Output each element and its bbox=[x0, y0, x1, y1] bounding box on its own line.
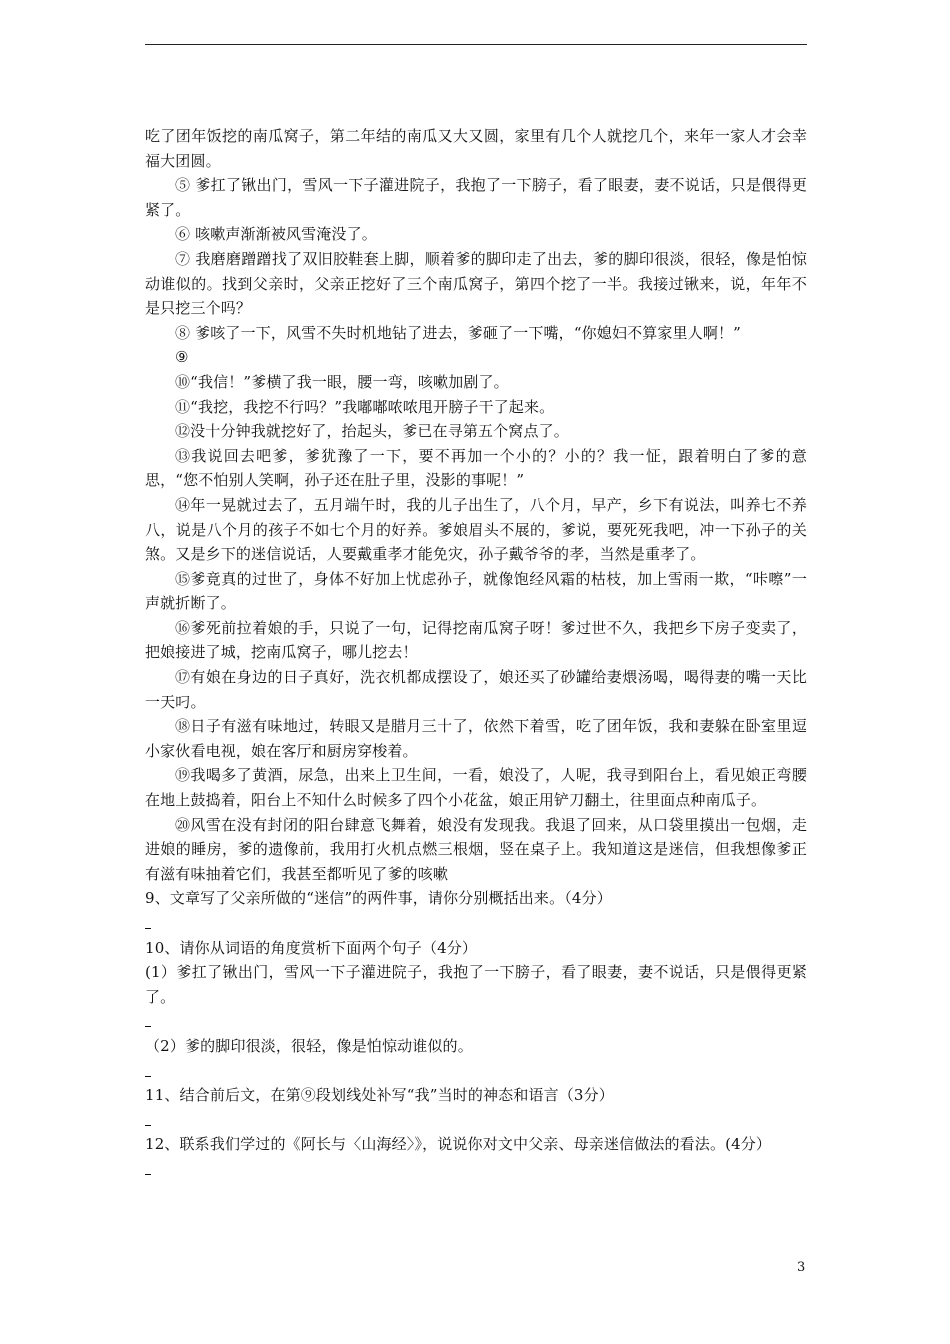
paragraph-continued: 吃了团年饭挖的南瓜窝子，第二年结的南瓜又大又圆，家里有几个人就挖几个，来年一家人才会幸福大团圆。 bbox=[145, 127, 807, 170]
answer-line-q10-2[interactable] bbox=[145, 1059, 807, 1084]
answer-line-mark bbox=[145, 1076, 151, 1077]
paragraph-8: ⑧ 爹咳了一下，风雪不失时机地钻了进去，爹砸了一下嘴，“你媳妇不算家里人啊！” bbox=[175, 323, 741, 342]
question-12: 12、联系我们学过的《阿长与〈山海经〉》，说说你对文中父亲、母亲迷信做法的看法。(4分） bbox=[145, 1135, 772, 1154]
paragraph-5: ⑤ 爹扛了锹出门，雪风一下子灌进院子，我抱了一下膀子，看了眼妻，妻不说话，只是偎得更紧了。 bbox=[145, 176, 807, 219]
question-11: 11、结合前后文，在第⑨段划线处补写“我”当时的神态和语言（3分） bbox=[145, 1086, 614, 1105]
paragraph-14: ⑭年一晃就过去了，五月端午时，我的儿子出生了，八个月，早产，乡下有说法，叫养七不养八，说是八个月的孩子不如七个月的好养。爹娘眉头不展的，爹说，要死死我吧，冲一下孙子的关煞。又是乡下的迷信说话，人要戴重孝才能免灾，孙子戴爷爷的孝，当然是重孝了。 bbox=[145, 495, 807, 564]
paragraph-6: ⑥ 咳嗽声渐渐被风雪淹没了。 bbox=[175, 225, 377, 244]
header-rule bbox=[145, 44, 807, 45]
paragraph-13: ⑬我说回去吧爹，爹犹豫了一下，要不再加一个小的？小的？我一怔，跟着明白了爹的意思，“您不怕别人笑啊，孙子还在肚子里，没影的事呢！” bbox=[145, 446, 807, 490]
answer-line-q12[interactable] bbox=[145, 1157, 807, 1182]
answer-line-mark bbox=[145, 928, 151, 929]
paragraph-16: ⑯爹死前拉着娘的手，只说了一句，记得挖南瓜窝子呀！爹过世不久，我把乡下房子变卖了，把娘接进了城，挖南瓜窝子，哪儿挖去！ bbox=[145, 618, 807, 662]
question-10-part-1: (1）爹扛了锹出门，雪风一下子灌进院子，我抱了一下膀子，看了眼妻，妻不说话，只是偎得更紧了。 bbox=[145, 963, 807, 1006]
paragraph-18: ⑱日子有滋有味地过，转眼又是腊月三十了，依然下着雪，吃了团年饭，我和妻躲在卧室里逗小家伙看电视，娘在客厅和厨房穿梭着。 bbox=[145, 717, 807, 760]
paragraph-7: ⑦ 我磨磨蹭蹭找了双旧胶鞋套上脚，顺着爹的脚印走了出去，爹的脚印很淡，很轻，像是怕惊动谁似的。找到父亲时，父亲正挖好了三个南瓜窝子，第四个挖了一半。我接过锹来，说，年年不是只挖三个吗？ bbox=[145, 249, 807, 318]
answer-line-mark bbox=[145, 1125, 151, 1126]
answer-line-mark bbox=[145, 1174, 151, 1175]
answer-line-mark bbox=[145, 1026, 151, 1027]
paragraph-17: ⑰有娘在身边的日子真好，洗衣机都成摆设了，娘还买了砂罐给妻煨汤喝，喝得妻的嘴一天比一天叼。 bbox=[145, 668, 807, 711]
page-number: 3 bbox=[797, 1260, 806, 1275]
paragraph-10: ⑩“我信！”爹横了我一眼，腰一弯，咳嗽加剧了。 bbox=[175, 372, 509, 391]
answer-line-q10-1[interactable] bbox=[145, 1009, 807, 1034]
paragraph-19: ⑲我喝多了黄酒，尿急，出来上卫生间，一看，娘没了，人呢，我寻到阳台上，看见娘正弯腰在地上鼓捣着，阳台上不知什么时候多了四个小花盆，娘正用铲刀翻土，往里面点种南瓜子。 bbox=[145, 766, 807, 810]
answer-line-q9[interactable] bbox=[145, 911, 807, 936]
paragraph-11: ⑪“我挖，我挖不行吗？”我嘟嘟哝哝甩开膀子干了起来。 bbox=[175, 397, 555, 416]
question-10: 10、请你从词语的角度赏析下面两个句子（4分） bbox=[145, 938, 478, 957]
question-10-part-2: （2）爹的脚印很淡，很轻，像是怕惊动谁似的。 bbox=[145, 1036, 473, 1055]
document-body bbox=[145, 124, 807, 1182]
paragraph-12: ⑫没十分钟我就挖好了，抬起头，爹已在寻第五个窝点了。 bbox=[175, 422, 569, 441]
question-9: 9、文章写了父亲所做的“迷信”的两件事，请你分别概括出来。（4分） bbox=[145, 889, 612, 908]
paragraph-15: ⑮爹竟真的过世了，身体不好加上忧虑孙子，就像饱经风霜的枯枝，加上雪雨一欺，“咔嚓”一声就折断了。 bbox=[145, 569, 807, 613]
paragraph-20: ⑳风雪在没有封闭的阳台肆意飞舞着，娘没有发现我。我退了回来，从口袋里摸出一包烟，走进娘的睡房，爹的遗像前，我用打火机点燃三根烟，竖在桌子上。我知道这是迷信，但我想像爹正有滋有味抽着它们，我甚至都听见了爹的咳嗽 bbox=[145, 815, 807, 883]
answer-line-q11[interactable] bbox=[145, 1108, 807, 1133]
paragraph-9: ⑨ bbox=[175, 348, 189, 367]
